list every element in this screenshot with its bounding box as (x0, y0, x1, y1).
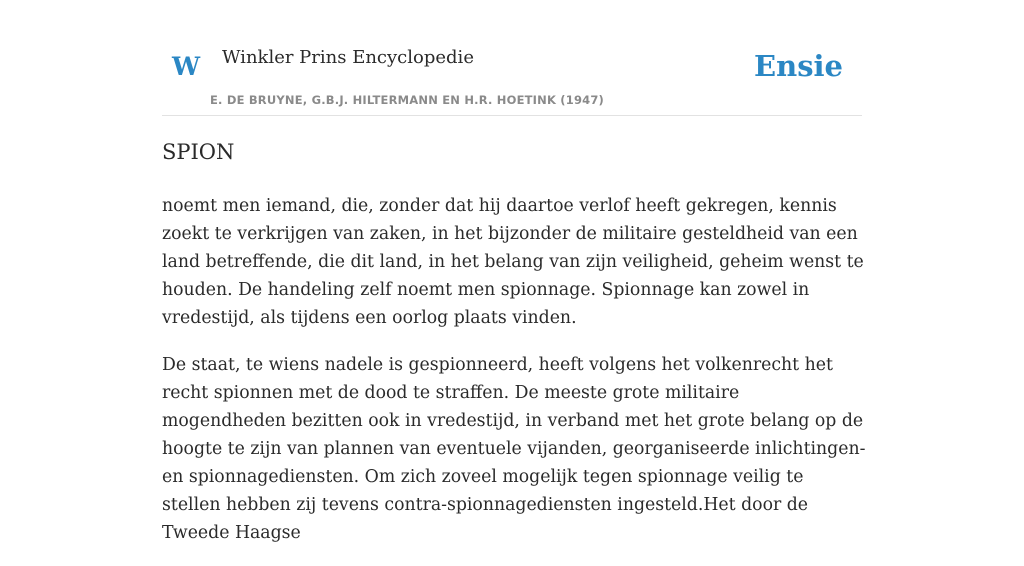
source-title[interactable]: Winkler Prins Encyclopedie (222, 47, 474, 68)
ensie-brand-logo[interactable]: Ensie (754, 49, 843, 83)
article-title: SPION (162, 140, 235, 164)
article-paragraph: noemt men iemand, die, zonder dat hij daartoe verlof heeft gekregen, kennis zoekt te verkrijgen van zaken, in het bijzonder de militaire gesteldheid van een land betreffende, die dit land, in het belang van zijn veiligheid, geheim wenst te houden. De handeling zelf noemt men spionnage. Spionnage kan zowel in vredestijd, als tijdens een oorlog plaats vinden. (162, 196, 864, 328)
page-header (162, 0, 862, 116)
article-body (162, 192, 866, 566)
winkler-prins-logo-icon[interactable]: W (172, 52, 201, 81)
source-authors: E. DE BRUYNE, G.B.J. HILTERMANN EN H.R. HOETINK (1947) (210, 93, 605, 107)
article-paragraph: De staat, te wiens nadele is gespionneerd, heeft volgens het volkenrecht het recht spionnen met de dood te straffen. De meeste grote militaire mogendheden bezitten ook in vredestijd, in verband met het grote belang op de hoogte te zijn van plannen van eventuele vijanden, georganiseerde inlichtingen- en spionnagediensten. Om zich zoveel mogelijk tegen spionnage veilig te stellen hebben zij tevens contra-spionnagediensten ingesteld.Het door de Tweede Haagse (162, 355, 866, 543)
article-page (162, 0, 866, 543)
